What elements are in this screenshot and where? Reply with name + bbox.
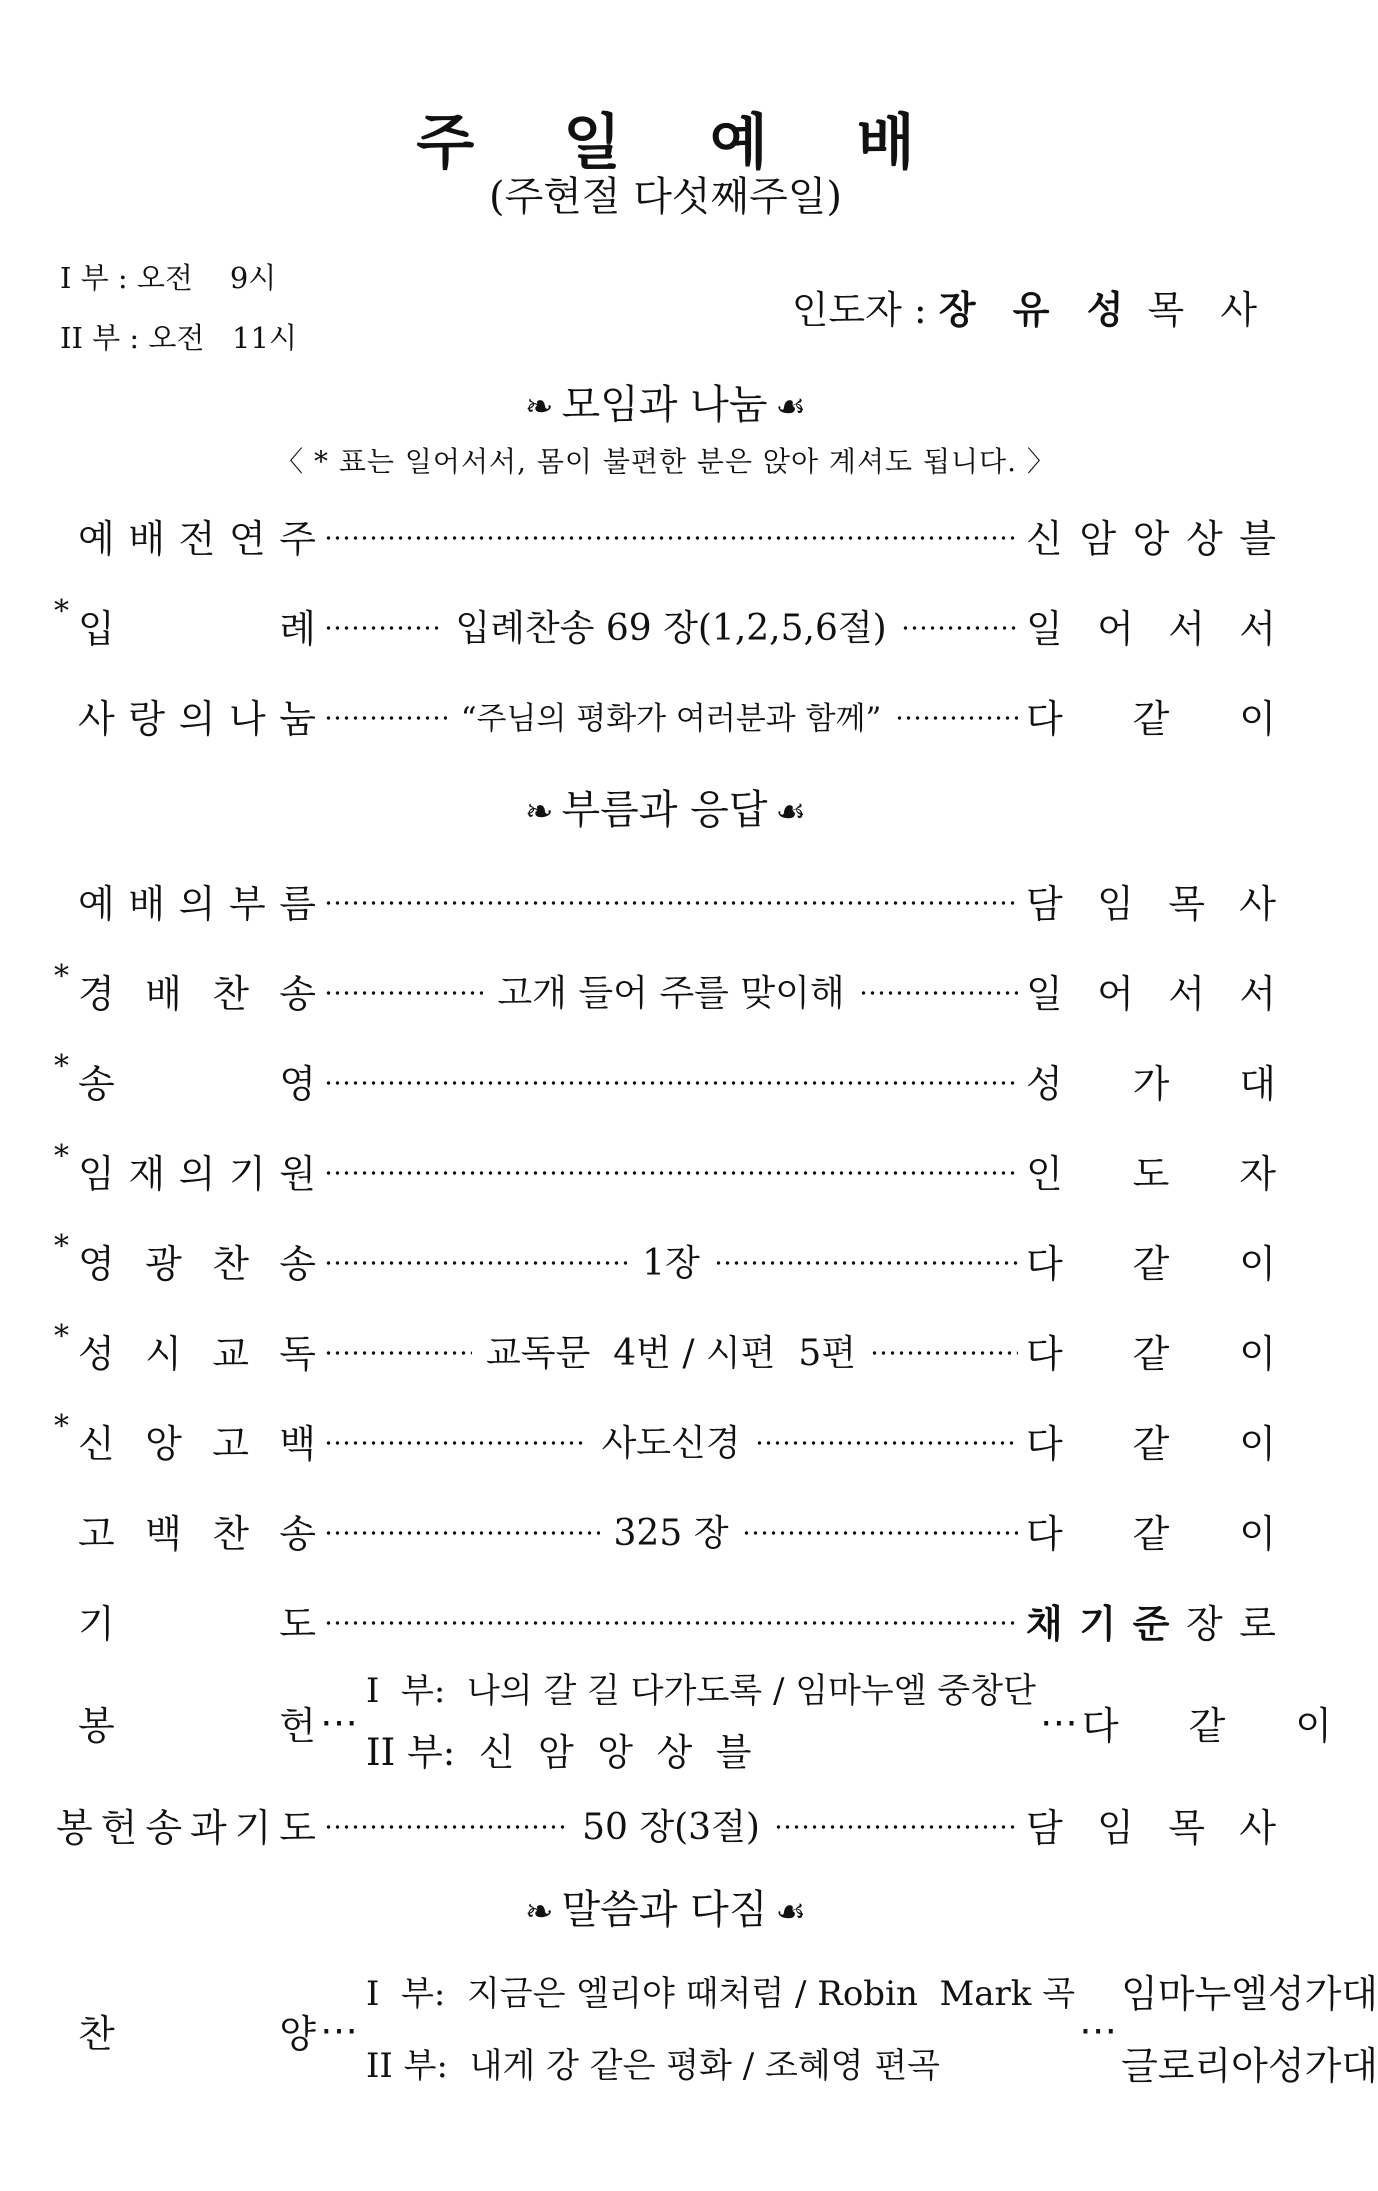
section-word: ❧ 말씀과 다짐 ☙ (0, 1885, 1331, 1937)
row-detail: 교독문 4번 / 시편 5편 (485, 1332, 857, 1374)
row-label: 찬 양 (78, 2011, 316, 2056)
order-row-confession (56, 1500, 1276, 1560)
dot-leader (901, 626, 1018, 630)
dot-leader (324, 1261, 628, 1265)
row-detail: 325 장 (613, 1512, 729, 1554)
row-response: 신 암 앙 상 블 (1026, 516, 1276, 561)
row-label: 고 백 찬 송 (78, 1511, 316, 1556)
choir-line-1: I 부: 지금은 엘리야 때처럼 / Robin Mark 곡 (366, 1974, 1076, 2014)
row-response: 일 어 서 서 (1026, 606, 1277, 651)
choir-responses (1121, 1958, 1378, 2102)
order-row-offertory (56, 1794, 1276, 1854)
dot-leader (324, 1171, 1018, 1175)
page-subtitle: (주현절 다섯째주일) (488, 174, 843, 220)
row-label: * 성 시 교 독 (54, 1318, 316, 1376)
dot-leader (324, 1081, 1018, 1085)
offering-line-1: I 부: 나의 갈 길 다가도록 / 임마누엘 중창단 (366, 1671, 1036, 1711)
standing-mark: * (54, 1318, 69, 1354)
order-row-invocation (56, 1140, 1276, 1200)
row-response: 일 어 서 서 (1026, 971, 1277, 1016)
standing-mark: * (54, 1138, 69, 1174)
row-label: * 신 앙 고 백 (54, 1408, 316, 1466)
dot-leader (324, 1825, 568, 1829)
row-response: 성 가 대 (1026, 1061, 1276, 1106)
ornament-left-icon: ❧ (525, 387, 554, 427)
order-row-reading (56, 1320, 1276, 1380)
choir-response-1: 임마누엘성가대 (1121, 1972, 1378, 2016)
row-label: * 임 재 의 기 원 (54, 1138, 316, 1196)
standing-mark: * (54, 1228, 69, 1264)
order-row-hymn (56, 960, 1276, 1020)
row-label: 봉 헌 (78, 1703, 316, 1748)
dot-leader (870, 1351, 1018, 1355)
ornament-left-icon: ❧ (525, 792, 554, 832)
row-label: 기 도 (78, 1601, 316, 1646)
ornament-right-icon: ☙ (775, 792, 806, 832)
order-row-prayer (56, 1590, 1276, 1650)
row-label: * 경 배 찬 송 (54, 958, 316, 1016)
ellipsis: ⋯ (1079, 2008, 1118, 2052)
choir-response-2: 글로리아성가대 (1121, 2044, 1378, 2088)
order-row-choir (56, 1955, 1378, 2105)
row-label: 예 배 의 부 름 (78, 881, 316, 926)
order-row-glory (56, 1230, 1276, 1290)
page-title: 주 일 예 배 (416, 108, 949, 178)
dot-leader (324, 991, 483, 995)
row-detail: 고개 들어 주를 맞이해 (497, 972, 845, 1014)
row-detail: 사도신경 (601, 1422, 741, 1464)
order-row-offering (56, 1660, 1332, 1784)
leader-name: 장 유 성 (938, 287, 1136, 332)
dot-leader (774, 1825, 1018, 1829)
row-response: 담 임 목 사 (1026, 881, 1276, 926)
dot-leader (859, 991, 1018, 995)
dot-leader (324, 1531, 600, 1535)
standing-note: 〈 * 표는 일어서서, 몸이 불편한 분은 앉아 계셔도 됩니다. 〉 (275, 445, 1056, 478)
dot-leader (324, 1621, 1018, 1625)
row-label: * 입 례 (54, 593, 316, 651)
dot-leader (714, 1261, 1018, 1265)
ornament-right-icon: ☙ (775, 1892, 806, 1932)
dot-leader (755, 1441, 1018, 1445)
ellipsis: ⋯ (320, 1700, 358, 1744)
row-response: 채 기 준 장 로 (1026, 1600, 1276, 1646)
order-row-prelude (56, 505, 1276, 565)
row-response: 담 임 목 사 (1026, 1805, 1276, 1850)
choir-details (362, 1958, 1075, 2102)
row-label: * 영 광 찬 송 (54, 1228, 316, 1286)
service-time-2: II 부 : 오전 11시 (60, 321, 297, 355)
row-label: * 송 영 (54, 1048, 316, 1106)
order-row-anthem (56, 1050, 1276, 1110)
worship-leader: 인도자 : 장 유 성 목 사 (791, 287, 1269, 332)
choir-line-2: II 부: 내게 강 같은 평화 / 조혜영 편곡 (366, 2046, 941, 2086)
row-detail: 1장 (642, 1242, 700, 1284)
row-response: 인 도 자 (1026, 1151, 1276, 1196)
ellipsis: ⋯ (320, 2008, 358, 2052)
standing-mark: * (54, 593, 69, 629)
dot-leader (324, 1441, 587, 1445)
dot-leader (895, 716, 1018, 720)
order-row-entrance (56, 595, 1276, 655)
row-label: 예 배 전 연 주 (78, 516, 316, 561)
dot-leader (742, 1531, 1018, 1535)
dot-leader (324, 1351, 472, 1355)
service-time-1: I 부 : 오전 9시 (60, 261, 277, 295)
row-detail: “주님의 평화가 여러분과 함께” (460, 700, 882, 737)
ellipsis: ⋯ (1039, 1700, 1078, 1744)
standing-mark: * (54, 1408, 69, 1444)
standing-mark: * (54, 1048, 69, 1084)
dot-leader (324, 536, 1018, 540)
section-calling: ❧ 부름과 응답 ☙ (0, 785, 1331, 837)
offering-line-2: II 부: 신 암 앙 상 블 (366, 1731, 752, 1774)
row-response: 다 같 이 (1026, 1421, 1277, 1466)
row-label: 사 랑 의 나 눔 (78, 696, 316, 741)
row-response: 다 같 이 (1081, 1703, 1332, 1748)
row-label: 봉 헌 송 과 기 도 (56, 1805, 316, 1850)
row-response: 다 같 이 (1026, 1241, 1276, 1286)
order-row-sharing (56, 685, 1276, 745)
order-row-creed (56, 1410, 1276, 1470)
section-gathering: ❧ 모임과 나눔 ☙ (0, 380, 1331, 432)
dot-leader (324, 626, 441, 630)
dot-leader (324, 901, 1018, 905)
offering-details (362, 1660, 1036, 1784)
row-response: 다 같 이 (1026, 1511, 1276, 1556)
row-detail: 50 장(3절) (582, 1806, 760, 1848)
ornament-right-icon: ☙ (775, 387, 806, 427)
row-response: 다 같 이 (1026, 1331, 1276, 1376)
standing-mark: * (54, 958, 69, 994)
dot-leader (324, 716, 447, 720)
order-row-call (56, 870, 1276, 930)
row-detail: 입례찬송 69 장(1,2,5,6절) (455, 607, 887, 649)
row-response: 다 같 이 (1026, 696, 1277, 741)
ornament-left-icon: ❧ (525, 1892, 554, 1932)
